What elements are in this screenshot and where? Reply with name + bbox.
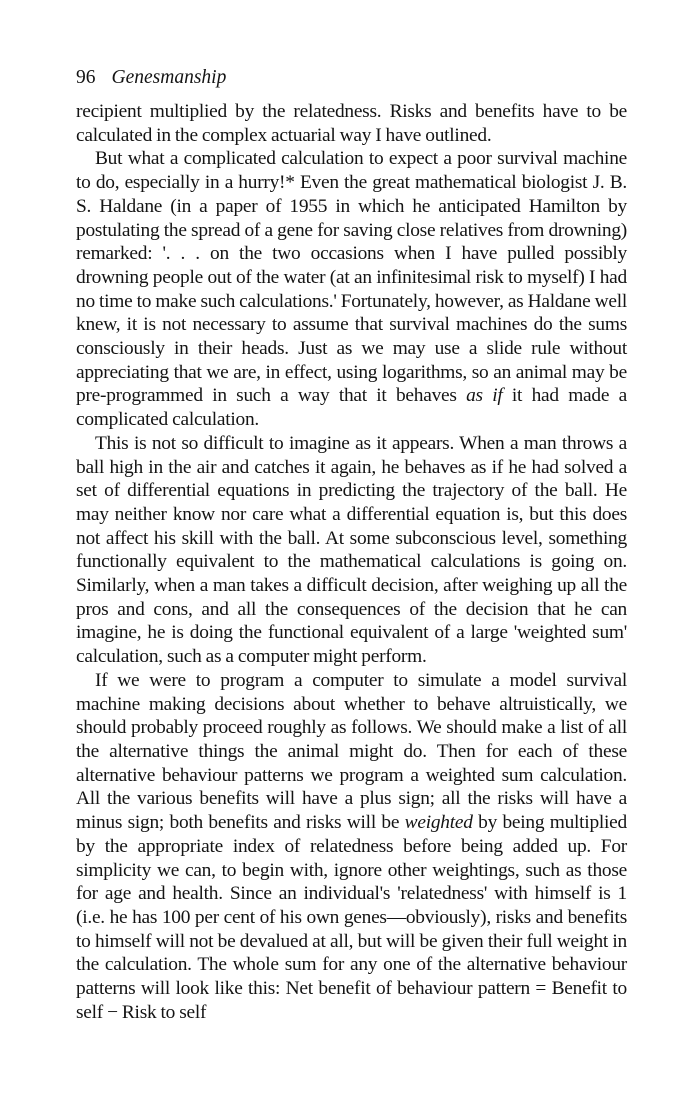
paragraph-4-text: If we were to program a computer to simulate a model survival machine making decisions about whether to behave altruistically, we should probably proceed roughly as follows. We should make a list of all the alternative things the animal might do. Then for each of these alternative behaviour patterns we program a weighted sum calculation. All the various benefits will have a plus sign; all the risks will have a minus sign; both benefits and risks will be [76, 669, 627, 834]
running-header [76, 66, 627, 100]
paragraph-2-text: But what a complicated calculation to expect a poor survival machine to do, especially in a hurry!* Even the great mathematical biologist J. B. S. Haldane (in a paper of 1955 in which he anticipated Hamilton by postulating the spread of a gene for saving close relatives from drowning) remarked: '. . . on the two occasions when I have pulled possibly drowning people out of the water (at an infinitesimal risk to myself) I had no time to make such calculations.' Fortunately, however, as Haldane well knew, it is not necessary to assume that survival machines do the sums consciously in their heads. Just as we may use a slide rule without appreciating that we are, in effect, using logarithms, so an animal may be pre-programmed in such a way that it behaves [76, 148, 627, 407]
paragraph-3 [76, 432, 627, 669]
book-page [76, 66, 627, 1024]
body-text [76, 100, 627, 1024]
paragraph-3-text: This is not so difficult to imagine as it appears. When a man throws a ball high in the air and catches it again, he behaves as if he had solved a set of differential equations in predicting the trajectory of the ball. He may neither know nor care what a differential equation is, but this does not affect his skill with the ball. At some subconscious level, something functionally equivalent to the mathematical calculations is going on. Similarly, when a man takes a difficult decision, after weighing up all the pros and cons, and all the consequences of the decision that he can imagine, he is doing the functional equivalent of a large 'weighted sum' calculation, such as a computer might perform. [76, 432, 627, 668]
paragraph-1 [76, 100, 627, 147]
running-title: Genesmanship [111, 67, 227, 88]
page-number: 96 [76, 67, 96, 88]
paragraph-4-emphasis: weighted [404, 812, 473, 834]
paragraph-4-text-after: by being multiplied by the appropriate index of relatedness before being added up. For simplicity we can, to begin with, ignore other weightings, such as those for age and health. Since an individual's 'relatedness' with himself is 1 (i.e. he has 100 per cent of his own genes—obviously), risks and benefits to himself will not be devalued at all, but will be given their full weight in the calculation. The whole sum for any one of the alternative behaviour patterns will look like this: Net benefit of behaviour pattern = Benefit to self − Risk to self [76, 812, 627, 1023]
paragraph-1-text: recipient multiplied by the relatedness. Risks and benefits have to be calculated in the complex actuarial way I have outlined. [76, 101, 627, 146]
paragraph-2-emphasis: as if [466, 385, 503, 407]
paragraph-4 [76, 669, 627, 1025]
paragraph-2 [76, 147, 627, 431]
paragraph-2-text-after: it had made a complicated calculation. [76, 385, 627, 431]
